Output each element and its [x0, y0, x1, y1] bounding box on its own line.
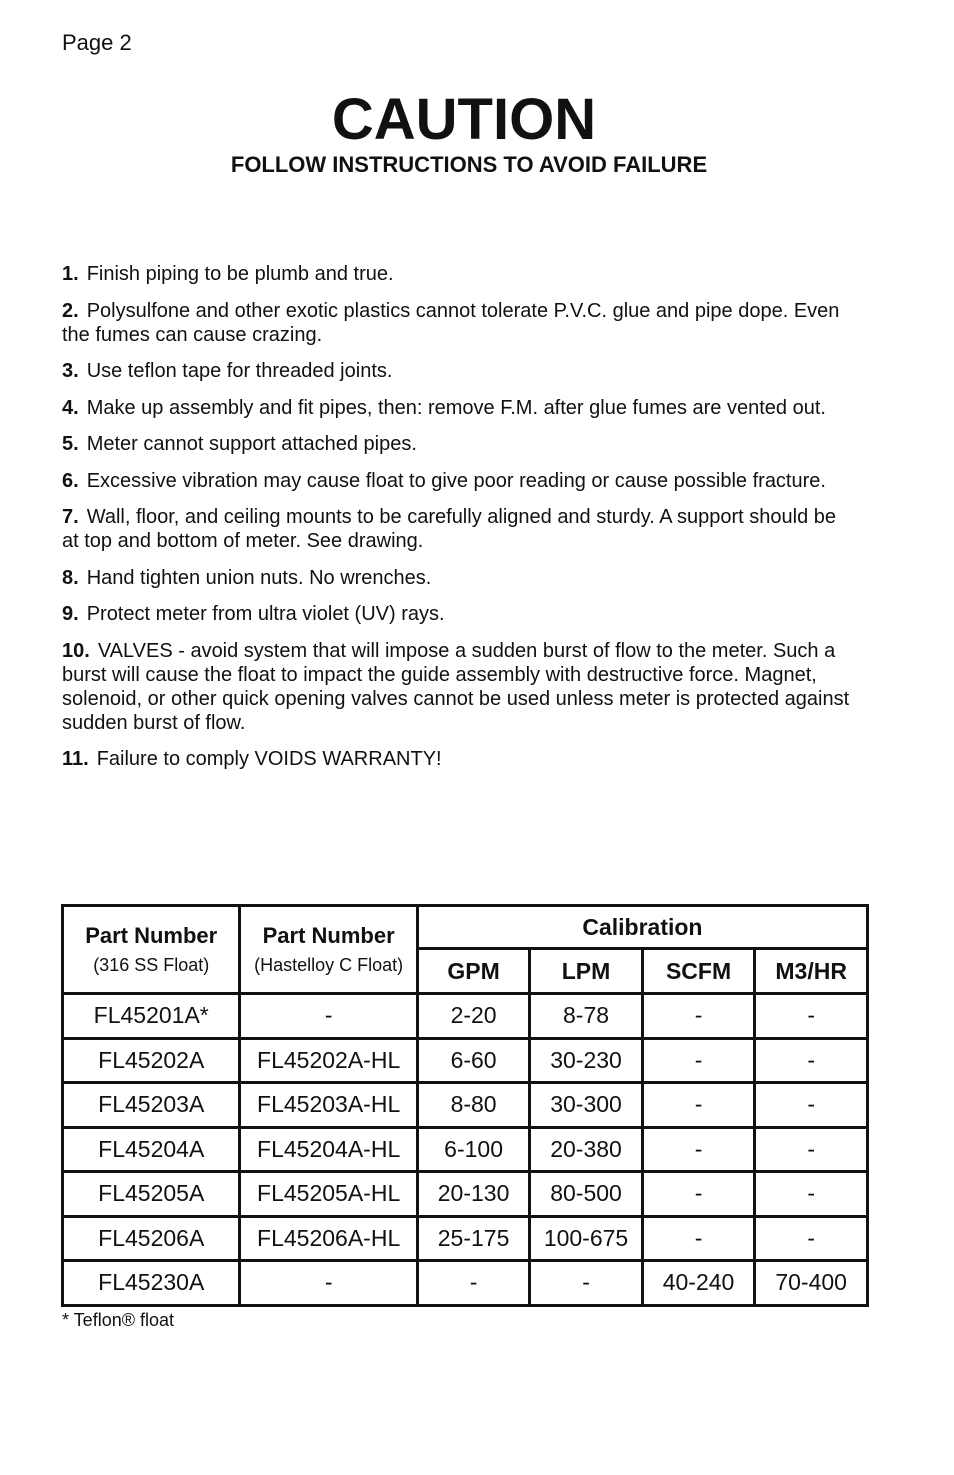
instruction-text: Meter cannot support attached pipes.: [86, 433, 417, 455]
header-part-number-label: Part Number: [262, 923, 395, 948]
table-row: [63, 1083, 868, 1128]
header-gpm: GPM: [417, 949, 529, 994]
instruction-item: [62, 432, 852, 456]
table-cell: FL45205A: [63, 1172, 240, 1217]
instruction-number: 1.: [62, 263, 79, 285]
table-row: [63, 994, 868, 1039]
table-cell: 70-400: [755, 1261, 868, 1306]
table-cell: -: [240, 994, 417, 1039]
instruction-item: [62, 505, 852, 553]
table-cell: FL45202A-HL: [240, 1038, 417, 1083]
instruction-number: 7.: [62, 506, 79, 528]
instruction-item: [62, 747, 852, 771]
table-cell: FL45204A-HL: [240, 1127, 417, 1172]
table-cell: FL45203A-HL: [240, 1083, 417, 1128]
table-cell: 100-675: [530, 1216, 642, 1261]
table-cell: 30-230: [530, 1038, 642, 1083]
instruction-number: 9.: [62, 603, 79, 625]
instruction-text: Failure to comply VOIDS WARRANTY!: [96, 748, 442, 770]
table-cell: -: [755, 1038, 868, 1083]
instruction-item: [62, 262, 852, 286]
table-cell: -: [240, 1261, 417, 1306]
table-cell: FL45206A: [63, 1216, 240, 1261]
parts-table: [61, 904, 869, 1307]
table-cell: 2-20: [417, 994, 529, 1039]
table-cell: 6-60: [417, 1038, 529, 1083]
instruction-number: 5.: [62, 433, 79, 455]
table-cell: 8-78: [530, 994, 642, 1039]
table-row: [63, 1127, 868, 1172]
table-cell: FL45205A-HL: [240, 1172, 417, 1217]
table-cell: 8-80: [417, 1083, 529, 1128]
table-cell: -: [755, 1127, 868, 1172]
table-cell: -: [642, 1127, 755, 1172]
header-part-number-hastelloy: [240, 906, 417, 994]
instruction-item: [62, 602, 852, 626]
table-cell: -: [417, 1261, 529, 1306]
instruction-item: [62, 396, 852, 420]
instruction-number: 10.: [62, 639, 90, 662]
table-cell: FL45230A: [63, 1261, 240, 1306]
header-calibration: Calibration: [417, 906, 867, 949]
table-cell: -: [642, 1083, 755, 1128]
header-lpm: LPM: [530, 949, 642, 994]
table-cell: -: [642, 1216, 755, 1261]
table-cell: -: [755, 994, 868, 1039]
table-cell: FL45204A: [63, 1127, 240, 1172]
instruction-text: VALVES - avoid system that will impose a sudden burst of flow to the meter. Such a burst will cause the float to impact the guide assembly with destructive force. Magnet, solenoid, or other quick opening valves cannot be used unless meter is protected against sudden burst of flow.: [62, 639, 850, 734]
instruction-item: [62, 566, 852, 590]
instruction-text: Make up assembly and fit pipes, then: remove F.M. after glue fumes are vented out.: [86, 396, 826, 419]
table-cell: -: [755, 1216, 868, 1261]
table-cell: FL45202A: [63, 1038, 240, 1083]
instruction-text: Polysulfone and other exotic plastics cannot tolerate P.V.C. glue and pipe dope. Even the fumes can cause crazing.: [62, 299, 840, 346]
header-part-number-ss: [63, 906, 240, 994]
table-cell: -: [755, 1172, 868, 1217]
table-footnote: * Teflon® float: [62, 1310, 174, 1330]
table-cell: 20-130: [417, 1172, 529, 1217]
table-cell: 30-300: [530, 1083, 642, 1128]
table-row: [63, 1216, 868, 1261]
instruction-item: [62, 359, 852, 383]
table-cell: FL45201A*: [63, 994, 240, 1039]
instruction-text: Use teflon tape for threaded joints.: [86, 360, 393, 382]
table-cell: -: [642, 1172, 755, 1217]
instruction-number: 2.: [62, 299, 79, 322]
table-cell: FL45206A-HL: [240, 1216, 417, 1261]
header-m3hr: M3/HR: [755, 949, 868, 994]
instruction-number: 6.: [62, 469, 79, 492]
table-cell: 6-100: [417, 1127, 529, 1172]
header-ss-float-label: (316 SS Float): [93, 955, 210, 975]
page-subtitle: FOLLOW INSTRUCTIONS TO AVOID FAILURE: [230, 152, 708, 177]
instruction-text: Finish piping to be plumb and true.: [86, 263, 394, 285]
header-hastelloy-float-label: (Hastelloy C Float): [254, 955, 404, 975]
table-row: [63, 1038, 868, 1083]
table-cell: -: [755, 1083, 868, 1128]
instruction-item: [62, 299, 852, 347]
instruction-number: 3.: [62, 360, 79, 382]
instruction-list: [62, 262, 852, 784]
instruction-item: [62, 639, 852, 735]
header-scfm: SCFM: [642, 949, 755, 994]
table-cell: 40-240: [642, 1261, 755, 1306]
instruction-number: 8.: [62, 566, 79, 589]
instruction-number: 4.: [62, 396, 79, 419]
table-cell: 80-500: [530, 1172, 642, 1217]
table-cell: 20-380: [530, 1127, 642, 1172]
instruction-number: 11.: [62, 748, 89, 770]
table-row: [63, 1261, 868, 1306]
page-number: Page 2: [62, 30, 132, 55]
instruction-text: Hand tighten union nuts. No wrenches.: [86, 566, 432, 589]
table-cell: -: [642, 994, 755, 1039]
instruction-item: [62, 469, 852, 493]
instruction-text: Excessive vibration may cause float to give poor reading or cause possible fracture.: [86, 469, 826, 492]
instruction-text: Protect meter from ultra violet (UV) rays.: [86, 603, 445, 625]
table-cell: -: [642, 1038, 755, 1083]
header-part-number-label: Part Number: [85, 923, 218, 948]
page-title: CAUTION: [331, 87, 597, 152]
instruction-text: Wall, floor, and ceiling mounts to be carefully aligned and sturdy. A support should be at top and bottom of meter. See drawing.: [62, 506, 837, 552]
table-header-row: [63, 906, 868, 949]
table-cell: FL45203A: [63, 1083, 240, 1128]
table-row: [63, 1172, 868, 1217]
table-cell: -: [530, 1261, 642, 1306]
table-cell: 25-175: [417, 1216, 529, 1261]
